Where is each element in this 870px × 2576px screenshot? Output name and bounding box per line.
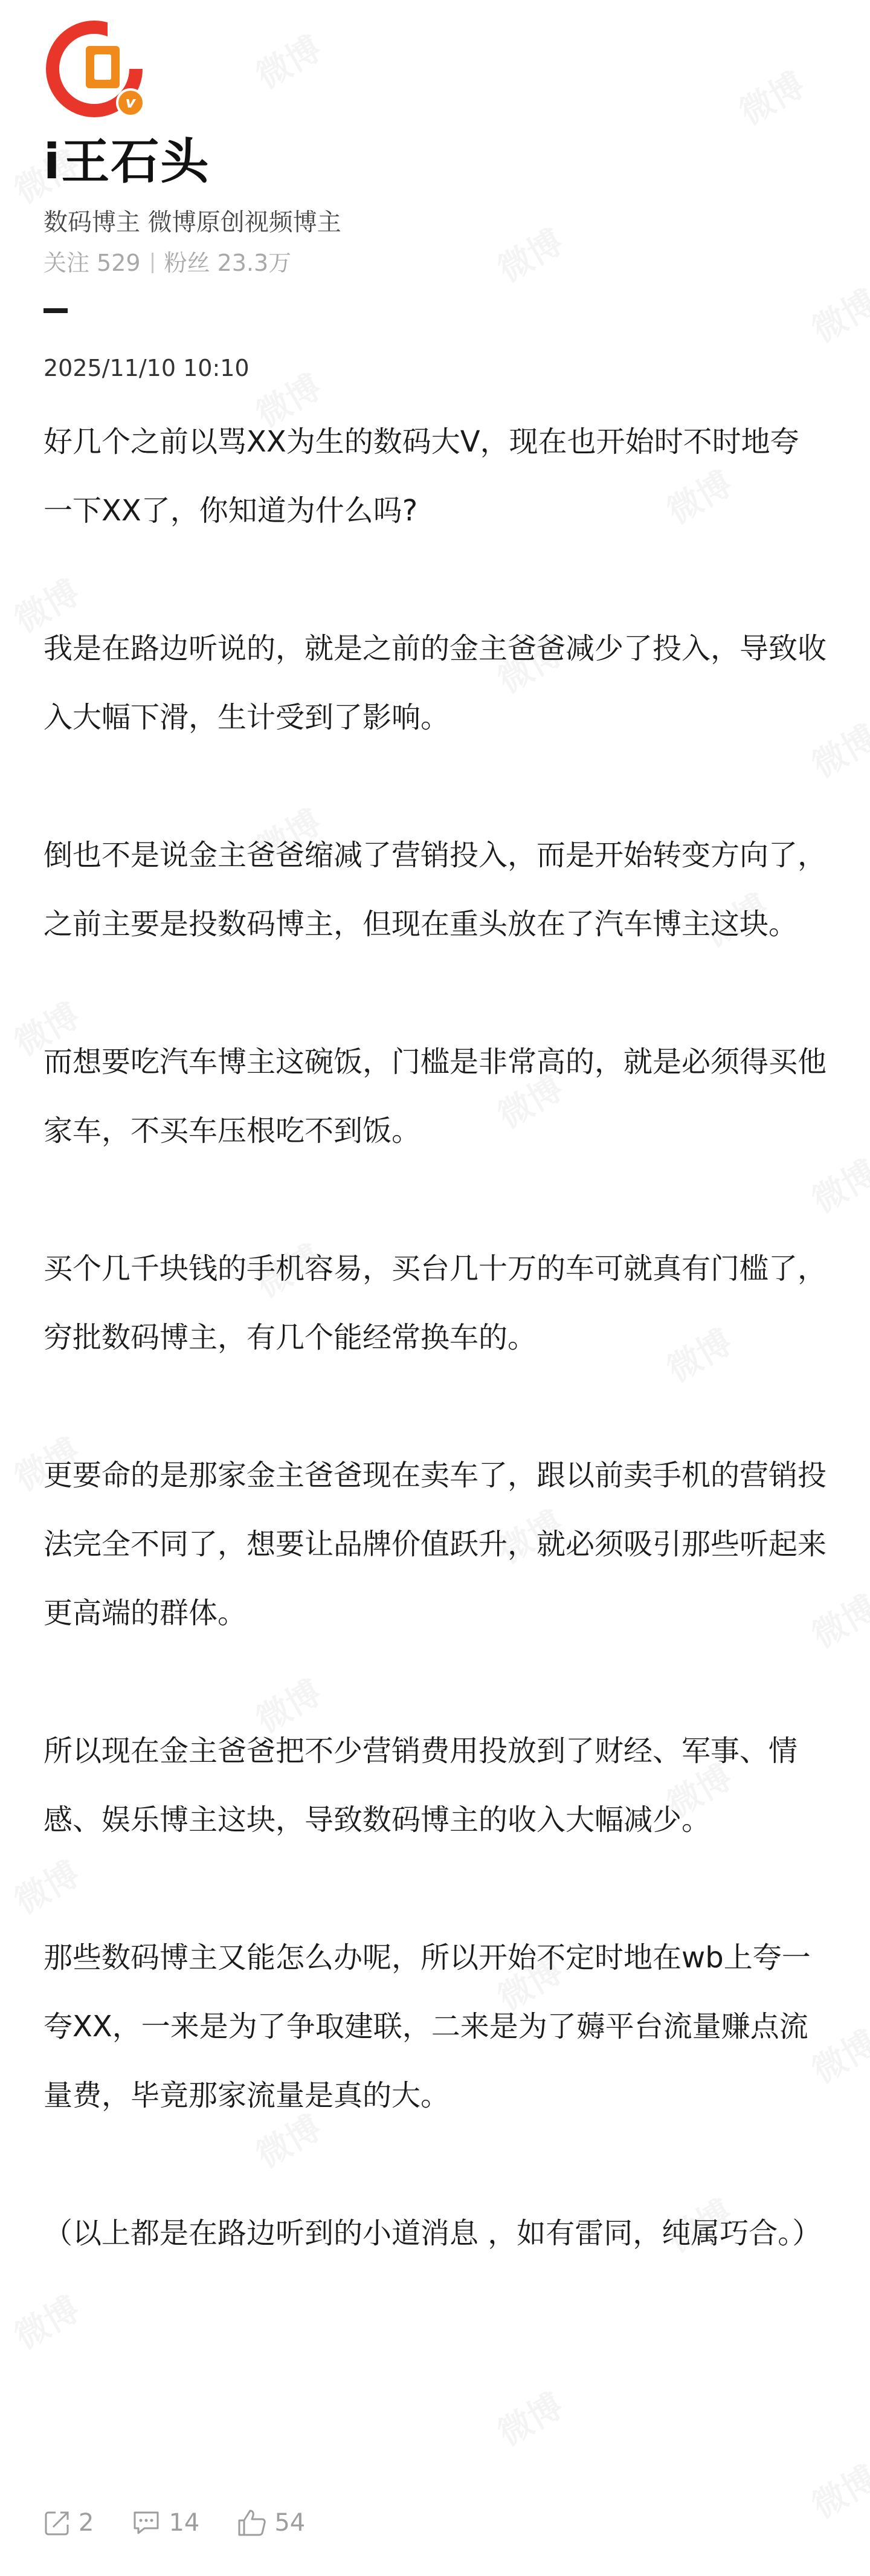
action-bar	[44, 2508, 343, 2537]
post-paragraph: 所以现在金主爸爸把不少营销费用投放到了财经、军事、情感、娱乐博主这块，导致数码博主的收入大幅减少。	[44, 1734, 798, 1837]
verified-badge-icon: v	[116, 88, 145, 117]
followers-count[interactable]: 23.3万	[217, 250, 292, 276]
profile-stats	[44, 247, 826, 279]
comment-button[interactable]	[131, 2509, 199, 2537]
like-count: 54	[274, 2509, 306, 2537]
post-content	[44, 407, 826, 2268]
comment-icon	[131, 2509, 161, 2537]
section-divider	[44, 308, 68, 313]
repost-count: 2	[79, 2509, 94, 2537]
avatar[interactable]	[44, 18, 145, 120]
post-date: 2025/11/10 10:10	[44, 355, 250, 381]
repost-icon	[44, 2509, 71, 2537]
profile-bio: 数码博主 微博原创视频博主	[44, 209, 341, 236]
post-paragraph: 好几个之前以骂XX为生的数码大V，现在也开始时不时地夸一下XX了，你知道为什么吗?	[44, 425, 799, 528]
watermark-text	[5, 2283, 88, 2358]
post-paragraph: （以上都是在路边听到的小道消息 ，如有雷同，纯属巧合。）	[44, 2216, 822, 2250]
following-count[interactable]: 529	[97, 250, 141, 276]
post-paragraph: 更要命的是那家金主爸爸现在卖车了，跟以前卖手机的营销投法完全不同了，想要让品牌价值跃升，就必须吸引那些听起来更高端的群体。	[44, 1458, 827, 1630]
profile-name[interactable]: i王石头	[44, 134, 210, 190]
like-icon	[237, 2508, 267, 2537]
repost-button[interactable]	[44, 2509, 94, 2537]
like-button[interactable]	[237, 2508, 305, 2537]
comment-count: 14	[169, 2509, 200, 2537]
stats-divider	[152, 253, 153, 273]
post-page	[44, 18, 826, 2268]
post-paragraph: 我是在路边听说的，就是之前的金主爸爸减少了投入，导致收入大幅下滑，生计受到了影响。	[44, 632, 827, 734]
watermark-text	[488, 2380, 571, 2455]
post-paragraph: 那些数码博主又能怎么办呢，所以开始不定时地在wb上夸一夸XX，一来是为了争取建联，二来是为了薅平台流量赚点流量费，毕竟那家流量是真的大。	[44, 1941, 811, 2112]
followers-label[interactable]: 粉丝	[164, 250, 210, 276]
post-paragraph: 而想要吃汽车博主这碗饭，门槛是非常高的，就是必须得买他家车，不买车压根吃不到饭。	[44, 1045, 827, 1148]
following-label[interactable]: 关注	[44, 250, 90, 276]
post-paragraph: 倒也不是说金主爸爸缩减了营销投入，而是开始转变方向了，之前主要是投数码博主，但现在重头放在了汽车博主这块。	[44, 838, 827, 941]
watermark-text	[802, 2452, 870, 2528]
post-paragraph: 买个几千块钱的手机容易，买台几十万的车可就真有门槛了，穷批数码博主，有几个能经常换车的。	[44, 1252, 827, 1354]
